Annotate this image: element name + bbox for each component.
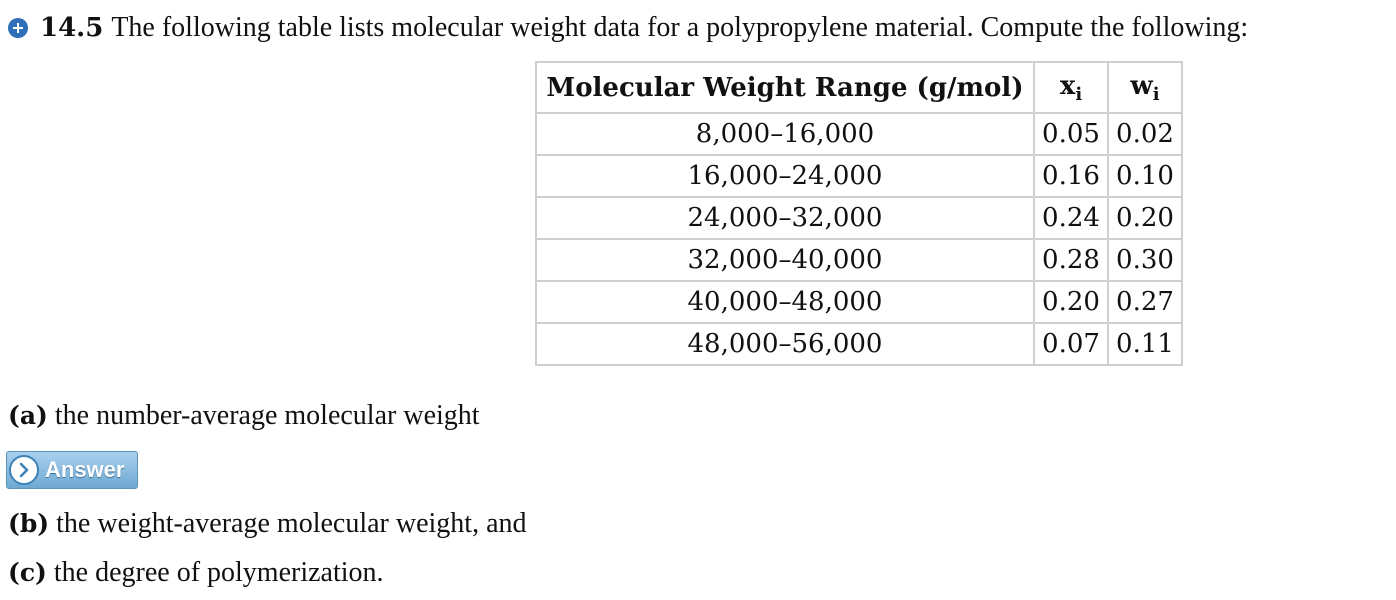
range-cell: 40,000–48,000 — [536, 281, 1034, 323]
header-w-symbol: w — [1130, 70, 1153, 101]
range-cell: 24,000–32,000 — [536, 197, 1034, 239]
header-w-subscript: i — [1152, 83, 1160, 105]
x-cell: 0.24 — [1034, 197, 1108, 239]
x-cell: 0.05 — [1034, 113, 1108, 155]
plus-circle-icon[interactable] — [8, 18, 28, 38]
table-row — [536, 323, 1182, 365]
problem-header — [8, 10, 1248, 46]
table-row — [536, 281, 1182, 323]
part-c-letter: (c) — [8, 558, 47, 587]
answer-button[interactable] — [6, 451, 138, 489]
header-x-symbol: x — [1059, 70, 1076, 101]
table-row — [536, 155, 1182, 197]
part-b-text: the weight-average molecular weight, and — [49, 508, 527, 539]
chevron-right-circle-icon — [9, 455, 39, 485]
w-cell: 0.02 — [1108, 113, 1182, 155]
x-cell: 0.07 — [1034, 323, 1108, 365]
table-row — [536, 113, 1182, 155]
table-header-row — [536, 62, 1182, 113]
header-molecular-weight-range: Molecular Weight Range (g/mol) — [536, 62, 1034, 113]
answer-button-label: Answer — [45, 457, 125, 482]
part-c-text: the degree of polymerization. — [46, 557, 384, 588]
part-a-text: the number-average molecular weight — [47, 400, 480, 431]
part-a-letter: (a) — [8, 401, 48, 430]
header-x-subscript: i — [1075, 83, 1083, 105]
problem-statement: The following table lists molecular weight data for a polypropylene material. Compute the following: — [111, 12, 1249, 43]
header-w-i — [1108, 62, 1182, 113]
w-cell: 0.20 — [1108, 197, 1182, 239]
x-cell: 0.20 — [1034, 281, 1108, 323]
problem-number: 14.5 — [40, 13, 104, 43]
header-x-i — [1034, 62, 1108, 113]
part-b — [8, 508, 527, 540]
table-row — [536, 197, 1182, 239]
x-cell: 0.28 — [1034, 239, 1108, 281]
range-cell: 8,000–16,000 — [536, 113, 1034, 155]
w-cell: 0.11 — [1108, 323, 1182, 365]
range-cell: 48,000–56,000 — [536, 323, 1034, 365]
x-cell: 0.16 — [1034, 155, 1108, 197]
part-c — [8, 557, 384, 589]
table-row — [536, 239, 1182, 281]
range-cell: 32,000–40,000 — [536, 239, 1034, 281]
w-cell: 0.27 — [1108, 281, 1182, 323]
w-cell: 0.30 — [1108, 239, 1182, 281]
molecular-weight-table — [535, 61, 1183, 366]
part-b-letter: (b) — [8, 509, 50, 538]
range-cell: 16,000–24,000 — [536, 155, 1034, 197]
part-a — [8, 400, 480, 432]
w-cell: 0.10 — [1108, 155, 1182, 197]
